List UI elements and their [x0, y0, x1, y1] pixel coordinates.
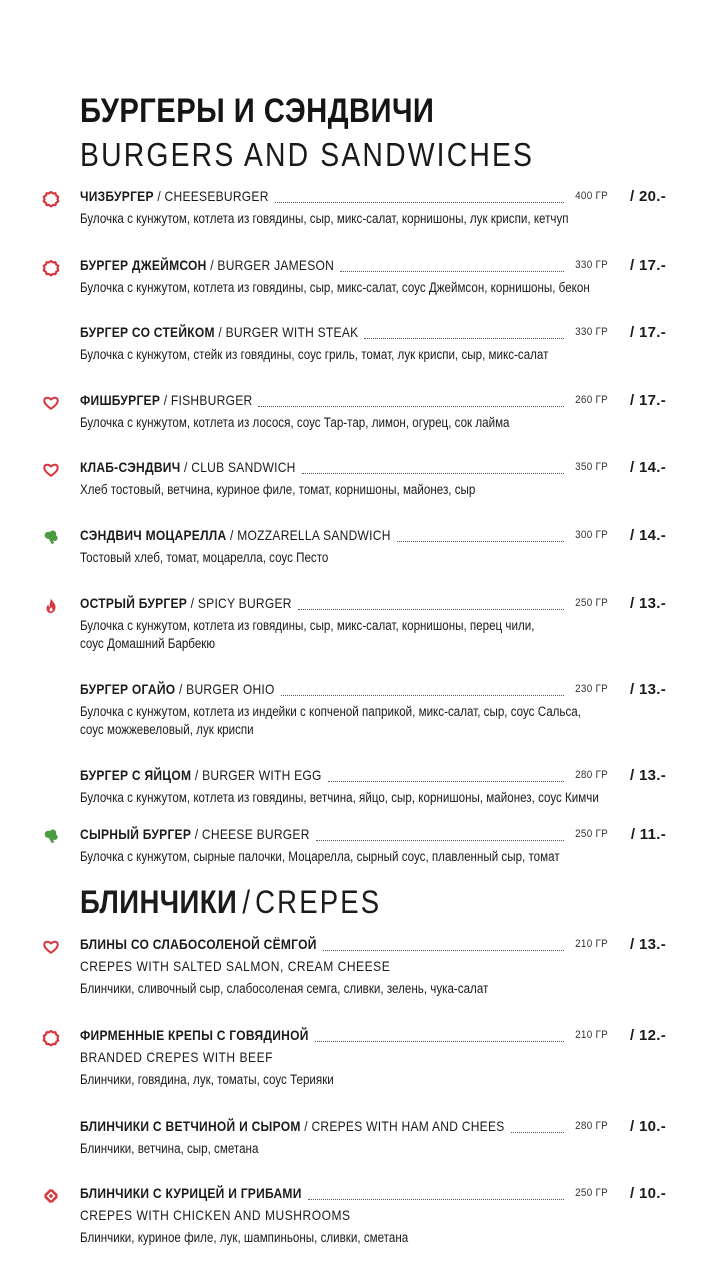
dotted-leader — [316, 821, 564, 841]
item-name-ru: СЭНДВИЧ МОЦАРЕЛЛА — [80, 527, 227, 543]
dotted-leader — [340, 252, 564, 272]
item-description: Блинчики, говядина, лук, томаты, соус Терияки — [80, 1072, 334, 1087]
item-description: Булочка с кунжутом, котлета из индейки с копченой паприкой, микс-салат, сыр, соус Сальса, — [80, 704, 581, 719]
item-name-en: / CHEESE BURGER — [191, 826, 310, 842]
item-price: / 10.- — [630, 1185, 666, 1202]
flower-outline-icon — [42, 259, 60, 277]
dotted-leader — [323, 931, 564, 951]
item-description: Булочка с кунжутом, котлета из говядины, сыр, микс-салат, корнишоны, перец чили, — [80, 618, 535, 633]
item-name-ru: БЛИНЧИКИ С ВЕТЧИНОЙ И СЫРОМ — [80, 1118, 301, 1134]
item-name — [80, 527, 391, 543]
section-title-en: BURGERS AND SANDWICHES — [80, 136, 535, 173]
item-name — [80, 1118, 505, 1134]
item-name — [80, 1027, 309, 1043]
item-name-ru: БУРГЕР СО СТЕЙКОМ — [80, 324, 215, 340]
item-name-ru: ФИРМЕННЫЕ КРЕПЫ С ГОВЯДИНОЙ — [80, 1027, 309, 1043]
item-description: Булочка с кунжутом, котлета из говядины, ветчина, яйцо, сыр, корнишоны, майонез, соус Кимчи — [80, 790, 599, 805]
item-price: / 14.- — [630, 459, 666, 476]
item-weight: 280 ГР — [575, 1120, 608, 1132]
broccoli-icon — [42, 828, 60, 846]
flame-icon — [42, 597, 60, 615]
item-name-ru: БУРГЕР ДЖЕЙМСОН — [80, 257, 207, 273]
item-description: Булочка с кунжутом, сырные палочки, Моцарелла, сырный соус, плавленный сыр, томат — [80, 849, 560, 864]
item-subtitle-en: CREPES WITH CHICKEN AND MUSHROOMS — [80, 1207, 351, 1223]
item-weight: 330 ГР — [575, 259, 608, 271]
section2-title — [80, 884, 381, 921]
item-name — [80, 826, 310, 842]
item-name-ru: БУРГЕР С ЯЙЦОМ — [80, 767, 192, 783]
item-name — [80, 188, 269, 204]
section2-title-ru: БЛИНЧИКИ — [80, 884, 238, 920]
item-name — [80, 767, 322, 783]
heart-outline-icon — [42, 938, 60, 956]
item-name-en: / BURGER WITH EGG — [191, 767, 322, 783]
item-name-en: / FISHBURGER — [160, 392, 253, 408]
dotted-leader — [281, 676, 564, 696]
flower-outline-icon — [42, 1029, 60, 1047]
item-price: / 11.- — [630, 826, 666, 843]
item-name-ru: ФИШБУРГЕР — [80, 392, 161, 408]
item-description: Тостовый хлеб, томат, моцарелла, соус Песто — [80, 550, 329, 565]
item-weight: 330 ГР — [575, 326, 608, 338]
item-description: Булочка с кунжутом, стейк из говядины, соус гриль, томат, лук криспи, сыр, микс-салат — [80, 347, 549, 362]
item-price: / 14.- — [630, 527, 666, 544]
item-description: Блинчики, сливочный сыр, слабосоленая семга, сливки, зелень, чука-салат — [80, 981, 489, 996]
item-price: / 13.- — [630, 936, 666, 953]
item-description: Блинчики, куриное филе, лук, шампиньоны, сливки, сметана — [80, 1230, 409, 1245]
item-weight: 280 ГР — [575, 769, 608, 781]
item-weight: 250 ГР — [575, 828, 608, 840]
dotted-leader — [364, 319, 564, 339]
heart-outline-icon — [42, 394, 60, 412]
dotted-leader — [397, 522, 564, 542]
item-name-ru: СЫРНЫЙ БУРГЕР — [80, 826, 192, 842]
item-name-ru: БЛИНЧИКИ С КУРИЦЕЙ И ГРИБАМИ — [80, 1185, 302, 1201]
ornament-icon — [42, 1187, 60, 1205]
item-name — [80, 595, 292, 611]
item-name-ru: ЧИЗБУРГЕР — [80, 188, 154, 204]
item-name-en: / BURGER WITH STEAK — [214, 324, 359, 340]
dotted-leader — [511, 1113, 564, 1133]
item-weight: 250 ГР — [575, 597, 608, 609]
item-subtitle-en: CREPES WITH SALTED SALMON, CREAM CHEESE — [80, 958, 391, 974]
item-description: Хлеб тостовый, ветчина, куриное филе, томат, корнишоны, майонез, сыр — [80, 482, 476, 497]
item-price: / 17.- — [630, 257, 666, 274]
item-description: соус можжевеловый, лук криспи — [80, 722, 254, 737]
item-price: / 17.- — [630, 392, 666, 409]
item-price: / 13.- — [630, 767, 666, 784]
item-name — [80, 1185, 302, 1201]
item-description: соус Домашний Барбекю — [80, 636, 216, 651]
item-name — [80, 324, 358, 340]
item-name — [80, 681, 275, 697]
dotted-leader — [308, 1180, 564, 1200]
item-subtitle-en: BRANDED CREPES WITH BEEF — [80, 1049, 274, 1065]
heart-outline-icon — [42, 461, 60, 479]
item-price: / 13.- — [630, 681, 666, 698]
item-weight: 400 ГР — [575, 190, 608, 202]
item-name-ru: КЛАБ-СЭНДВИЧ — [80, 459, 181, 475]
flower-outline-icon — [42, 190, 60, 208]
broccoli-icon — [42, 529, 60, 547]
section2-title-separator: / — [242, 884, 250, 920]
section2-title-en: CREPES — [255, 884, 382, 920]
item-weight: 260 ГР — [575, 394, 608, 406]
item-price: / 10.- — [630, 1118, 666, 1135]
item-name — [80, 257, 334, 273]
item-price: / 12.- — [630, 1027, 666, 1044]
item-name-ru: ОСТРЫЙ БУРГЕР — [80, 595, 188, 611]
item-weight: 250 ГР — [575, 1187, 608, 1199]
dotted-leader — [258, 387, 564, 407]
item-name-en: / MOZZARELLA SANDWICH — [226, 527, 391, 543]
item-name-en: / SPICY BURGER — [187, 595, 292, 611]
item-description: Булочка с кунжутом, котлета из лосося, соус Тар-тар, лимон, огурец, сок лайма — [80, 415, 510, 430]
item-price: / 20.- — [630, 188, 666, 205]
item-description: Блинчики, ветчина, сыр, сметана — [80, 1141, 259, 1156]
item-name — [80, 459, 296, 475]
item-name — [80, 936, 317, 952]
item-weight: 210 ГР — [575, 938, 608, 950]
dotted-leader — [298, 590, 564, 610]
dotted-leader — [275, 183, 564, 203]
section-title-ru: БУРГЕРЫ И СЭНДВИЧИ — [80, 92, 435, 130]
dotted-leader — [315, 1022, 564, 1042]
item-price: / 13.- — [630, 595, 666, 612]
item-name-ru: БЛИНЫ СО СЛАБОСОЛЕНОЙ СЁМГОЙ — [80, 936, 317, 952]
item-description: Булочка с кунжутом, котлета из говядины, сыр, микс-салат, корнишоны, лук криспи, кетчуп — [80, 211, 569, 226]
item-name-en: / BURGER OHIO — [175, 681, 275, 697]
item-name-en: / CREPES WITH HAM AND CHEES — [300, 1118, 505, 1134]
item-weight: 210 ГР — [575, 1029, 608, 1041]
item-name-en: / CHEESEBURGER — [153, 188, 269, 204]
item-description: Булочка с кунжутом, котлета из говядины, сыр, микс-салат, соус Джеймсон, корнишоны, бекон — [80, 280, 590, 295]
dotted-leader — [328, 762, 564, 782]
item-weight: 230 ГР — [575, 683, 608, 695]
item-name-ru: БУРГЕР ОГАЙО — [80, 681, 176, 697]
item-weight: 350 ГР — [575, 461, 608, 473]
item-price: / 17.- — [630, 324, 666, 341]
item-name — [80, 392, 252, 408]
item-name-en: / BURGER JAMESON — [206, 257, 335, 273]
item-weight: 300 ГР — [575, 529, 608, 541]
dotted-leader — [302, 454, 564, 474]
item-name-en: / CLUB SANDWICH — [180, 459, 296, 475]
